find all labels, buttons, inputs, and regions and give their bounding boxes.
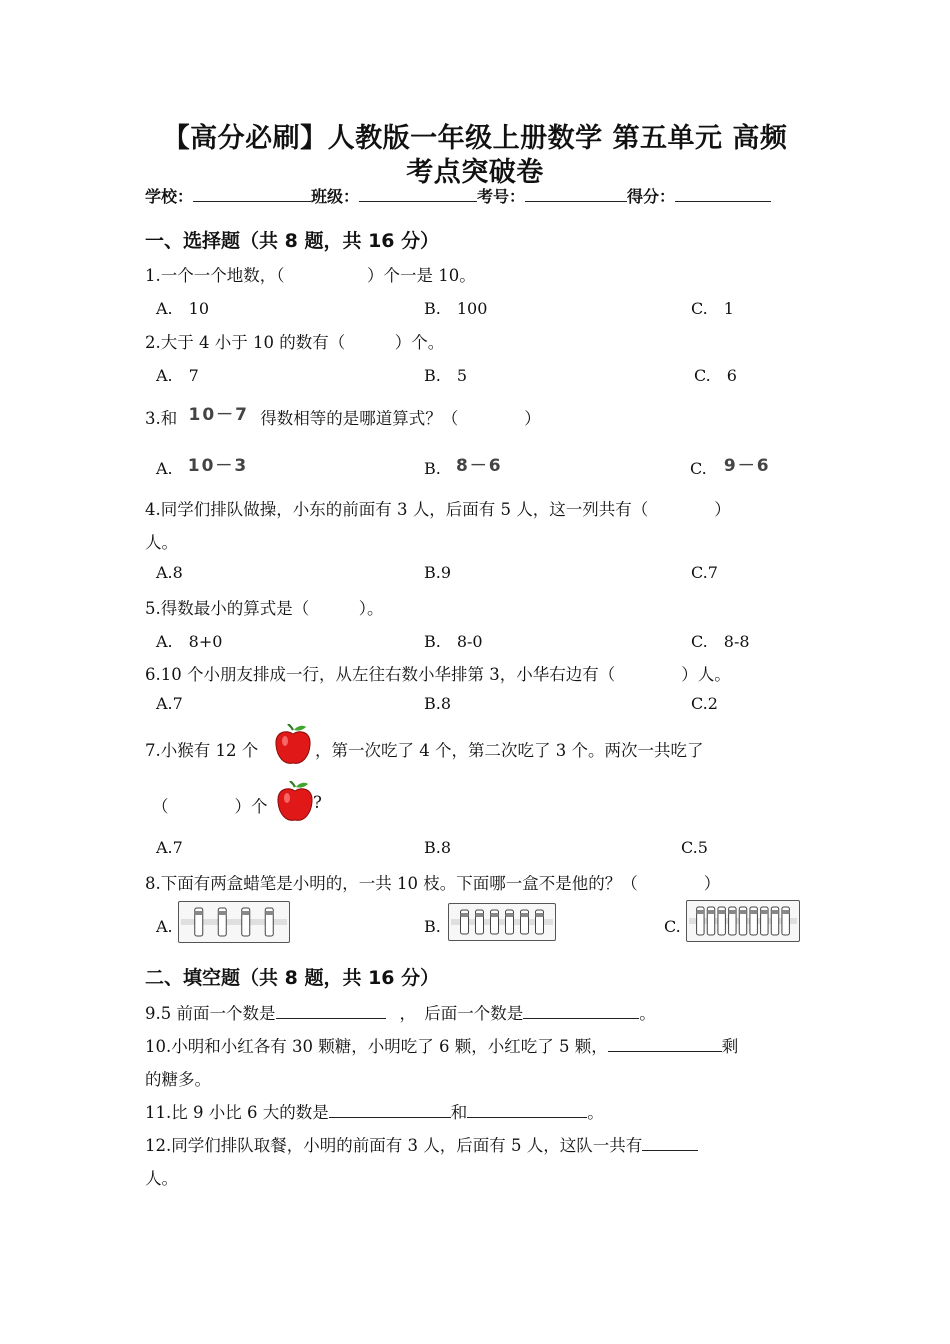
q1-option-a[interactable]: A. 10 <box>156 299 210 318</box>
page-title-line2: 考点突破卷 <box>406 157 544 188</box>
info-row <box>145 184 771 207</box>
question-12-line1 <box>145 1132 698 1156</box>
crayon <box>218 908 226 936</box>
q9-part1: 9.5 前面一个数是 <box>145 1004 276 1023</box>
crayon <box>265 908 273 936</box>
q6-option-c[interactable]: C.2 <box>691 694 718 713</box>
q2-option-a[interactable]: A. 7 <box>156 366 199 385</box>
crayon <box>476 910 484 934</box>
q12-blank[interactable] <box>642 1134 698 1151</box>
school-blank[interactable] <box>193 185 311 202</box>
crayon <box>782 907 789 935</box>
q3-option-c-expr: 9－6 <box>723 456 771 476</box>
crayon <box>739 907 746 935</box>
crayon-box-c-icon <box>687 901 799 941</box>
crayon <box>729 907 736 935</box>
q3-prefix: 3.和 <box>145 409 178 428</box>
q3-option-b[interactable] <box>424 454 503 479</box>
q1-option-c[interactable]: C. 1 <box>691 299 734 318</box>
q11-blank-2[interactable] <box>467 1101 587 1118</box>
q8-option-a-crayon-box[interactable] <box>178 901 290 943</box>
question-4-line2: 人。 <box>145 533 178 552</box>
q4-option-b[interactable]: B.9 <box>424 563 452 582</box>
crayon <box>536 910 544 934</box>
q4-option-a[interactable]: A.8 <box>156 563 183 582</box>
q8-option-a-label[interactable]: A. <box>156 917 173 936</box>
section-heading-choice: 一、选择题（共 8 题，共 16 分） <box>145 230 440 252</box>
crayon-box-a-icon <box>179 902 289 942</box>
crayon <box>697 907 704 935</box>
class-blank[interactable] <box>359 185 477 202</box>
q5-option-c[interactable]: C. 8-8 <box>691 632 750 651</box>
question-4-line1: 4.同学们排队做操，小东的前面有 3 人，后面有 5 人，这一列共有（ ） <box>145 500 731 519</box>
q12-line1: 12.同学们排队取餐，小明的前面有 3 人，后面有 5 人，这队一共有 <box>145 1136 643 1155</box>
crayon <box>195 908 203 936</box>
crayon <box>461 910 469 934</box>
q7-option-b[interactable]: B.8 <box>424 838 452 857</box>
crayon <box>242 908 250 936</box>
q8-option-b-crayon-box[interactable] <box>448 903 556 941</box>
q10-line1-end: 剩 <box>721 1037 739 1056</box>
q8-option-c-label[interactable]: C. <box>664 917 681 936</box>
q11-blank-1[interactable] <box>329 1101 451 1118</box>
q3-option-b-expr: 8－6 <box>455 456 503 476</box>
question-10-line1 <box>145 1033 738 1057</box>
q2-option-c[interactable]: C. 6 <box>694 366 737 385</box>
score-blank[interactable] <box>675 185 771 202</box>
crayon-box-b-icon <box>449 904 555 940</box>
question-5: 5.得数最小的算式是（ ）。 <box>145 599 384 618</box>
q2-option-b[interactable]: B. 5 <box>424 366 468 385</box>
question-10-line2: 的糖多。 <box>145 1070 211 1089</box>
crayon <box>491 910 499 934</box>
question-3 <box>145 404 541 429</box>
q3-suffix: 得数相等的是哪道算式？（ ） <box>260 409 541 428</box>
q8-option-c-crayon-box[interactable] <box>686 900 800 942</box>
number-label: 考号： <box>477 187 526 206</box>
q3-option-b-label: B. <box>424 459 441 478</box>
q5-option-a[interactable]: A. 8+0 <box>156 632 223 651</box>
page-title-line1: 【高分必刷】人教版一年级上册数学 第五单元 高频 <box>162 123 788 154</box>
crayon <box>771 907 778 935</box>
crayon <box>750 907 757 935</box>
question-7-prefix: 7.小猴有 12 个 <box>145 741 259 760</box>
q7-option-a[interactable]: A.7 <box>156 838 183 857</box>
question-9 <box>145 1000 656 1024</box>
crayon <box>521 910 529 934</box>
q8-option-b-label[interactable]: B. <box>424 917 441 936</box>
q3-option-c-label: C. <box>690 459 707 478</box>
question-11 <box>145 1099 604 1123</box>
q7-option-c[interactable]: C.5 <box>681 838 708 857</box>
q6-option-b[interactable]: B.8 <box>424 694 452 713</box>
q1-option-b[interactable]: B. 100 <box>424 299 488 318</box>
crayon <box>707 907 714 935</box>
question-7-line2: （ ）个 <box>152 797 268 816</box>
q11-part1: 11.比 9 小比 6 大的数是 <box>145 1103 329 1122</box>
q9-part2: ， 后面一个数是 <box>399 1004 524 1023</box>
question-7-question-mark: ? <box>313 793 322 812</box>
q3-option-c[interactable] <box>690 454 771 479</box>
question-12-line2: 人。 <box>145 1169 178 1188</box>
q3-option-a-label: A. <box>156 459 173 478</box>
school-label: 学校： <box>145 187 194 206</box>
question-7-suffix: ，第一次吃了 4 个，第二次吃了 3 个。两次一共吃了 <box>315 741 704 760</box>
question-2: 2.大于 4 小于 10 的数有（ ）个。 <box>145 333 445 352</box>
crayon <box>761 907 768 935</box>
score-label: 得分： <box>627 187 676 206</box>
q4-option-c[interactable]: C.7 <box>691 563 718 582</box>
q9-part3: 。 <box>639 1004 656 1023</box>
q9-blank-1[interactable] <box>276 1002 386 1019</box>
question-1: 1.一个一个地数，（ ）个一是 10。 <box>145 266 476 285</box>
q11-part3: 。 <box>587 1103 604 1122</box>
apple-icon <box>274 724 312 766</box>
question-6: 6.10 个小朋友排成一行，从左往右数小华排第 3，小华右边有（ ）人。 <box>145 665 731 684</box>
apple-icon <box>276 781 314 823</box>
q5-option-b[interactable]: B. 8-0 <box>424 632 483 651</box>
class-label: 班级： <box>311 187 360 206</box>
crayon <box>718 907 725 935</box>
q6-option-a[interactable]: A.7 <box>156 694 183 713</box>
q3-option-a[interactable] <box>156 454 248 479</box>
q10-blank[interactable] <box>608 1035 722 1052</box>
q3-expression: 10－7 <box>188 405 249 425</box>
q9-blank-2[interactable] <box>523 1002 639 1019</box>
question-8: 8.下面有两盒蜡笔是小明的，一共 10 枝。下面哪一盒不是他的？（ ） <box>145 874 721 893</box>
q3-option-a-expr: 10－3 <box>187 456 249 476</box>
section-heading-fill: 二、填空题（共 8 题，共 16 分） <box>145 967 440 989</box>
q11-part2: 和 <box>450 1103 468 1122</box>
q10-line1: 10.小明和小红各有 30 颗糖，小明吃了 6 颗，小红吃了 5 颗， <box>145 1037 608 1056</box>
crayon <box>506 910 514 934</box>
number-blank[interactable] <box>525 185 627 202</box>
